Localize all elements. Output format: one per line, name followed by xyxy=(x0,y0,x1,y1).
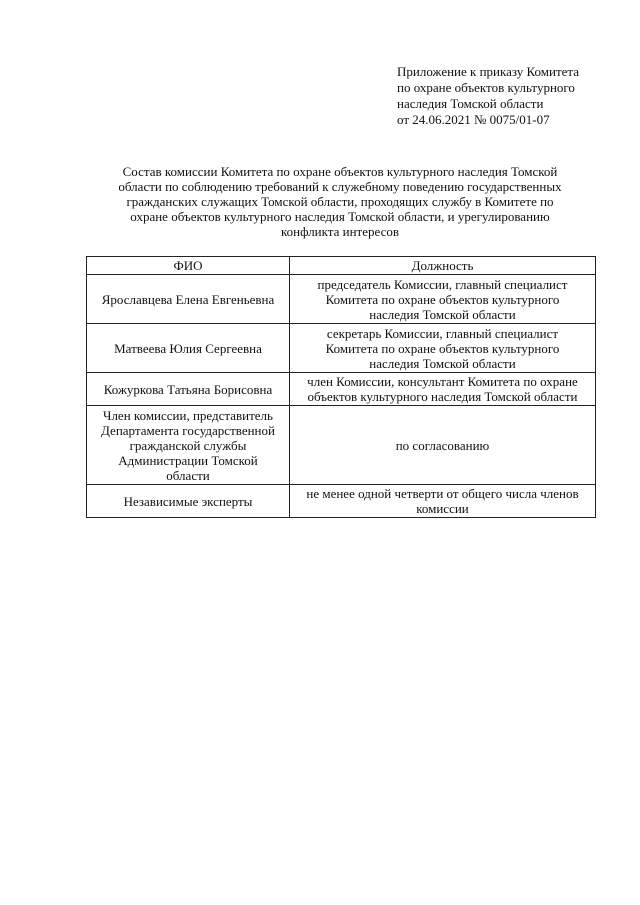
title-line: охране объектов культурного наследия Томской области, и урегулированию xyxy=(130,209,550,224)
cell-line: Матвеева Юлия Сергеевна xyxy=(114,340,262,356)
member-name xyxy=(87,324,290,373)
cell-line: комиссии xyxy=(416,501,469,516)
cell-line: Департамента государственной xyxy=(101,422,275,438)
title-line: Состав комиссии Комитета по охране объектов культурного наследия Томской xyxy=(122,164,558,179)
cell-line: член Комиссии, консультант Комитета по охране xyxy=(307,374,578,389)
cell-line: Комитета по охране объектов культурного xyxy=(325,291,560,307)
cell-line: секретарь Комиссии, главный специалист xyxy=(326,325,559,341)
title-line: гражданских служащих Томской области, проходящих службу в Комитете по xyxy=(126,194,554,209)
cell-line: Комитета по охране объектов культурного xyxy=(325,340,560,356)
member-position xyxy=(290,406,596,485)
table-row xyxy=(87,275,596,324)
appendix-line: от 24.06.2021 № 0075/01-07 xyxy=(397,112,550,127)
commission-table xyxy=(86,256,596,518)
appendix-line: по охране объектов культурного xyxy=(397,80,575,95)
cell-line: объектов культурного наследия Томской области xyxy=(307,389,578,404)
cell-line: Администрации Томской xyxy=(118,452,258,468)
table-row xyxy=(87,324,596,373)
document-title xyxy=(86,164,594,239)
member-name xyxy=(87,485,290,518)
cell-line: наследия Томской области xyxy=(369,306,516,322)
appendix-line: Приложение к приказу Комитета xyxy=(397,64,580,79)
member-position xyxy=(290,373,596,406)
table-header-row xyxy=(87,257,596,275)
cell-line: Ярославцева Елена Евгеньевна xyxy=(101,291,275,307)
member-position xyxy=(290,275,596,324)
cell-line: наследия Томской области xyxy=(369,355,516,371)
appendix-header xyxy=(397,64,632,128)
cell-line: гражданской службы xyxy=(129,437,247,453)
cell-line: области xyxy=(166,467,210,483)
cell-line: Член комиссии, представитель xyxy=(103,407,273,423)
cell-line: Независимые эксперты xyxy=(123,493,253,509)
member-name xyxy=(87,406,290,485)
title-line: области по соблюдению требований к служебному поведению государственных xyxy=(118,179,562,194)
header-name: ФИО xyxy=(87,257,290,275)
cell-line: Кожуркова Татьяна Борисовна xyxy=(103,381,273,397)
member-position xyxy=(290,485,596,518)
title-line: конфликта интересов xyxy=(280,224,400,239)
table-row xyxy=(87,485,596,518)
cell-line: председатель Комиссии, главный специалист xyxy=(317,276,568,292)
member-name xyxy=(87,275,290,324)
member-name xyxy=(87,373,290,406)
table-row xyxy=(87,406,596,485)
appendix-line: наследия Томской области xyxy=(397,96,544,111)
header-position: Должность xyxy=(290,257,596,275)
cell-line: не менее одной четверти от общего числа членов xyxy=(306,486,579,501)
member-position xyxy=(290,324,596,373)
table-row xyxy=(87,373,596,406)
cell-line: по согласованию xyxy=(395,437,490,453)
